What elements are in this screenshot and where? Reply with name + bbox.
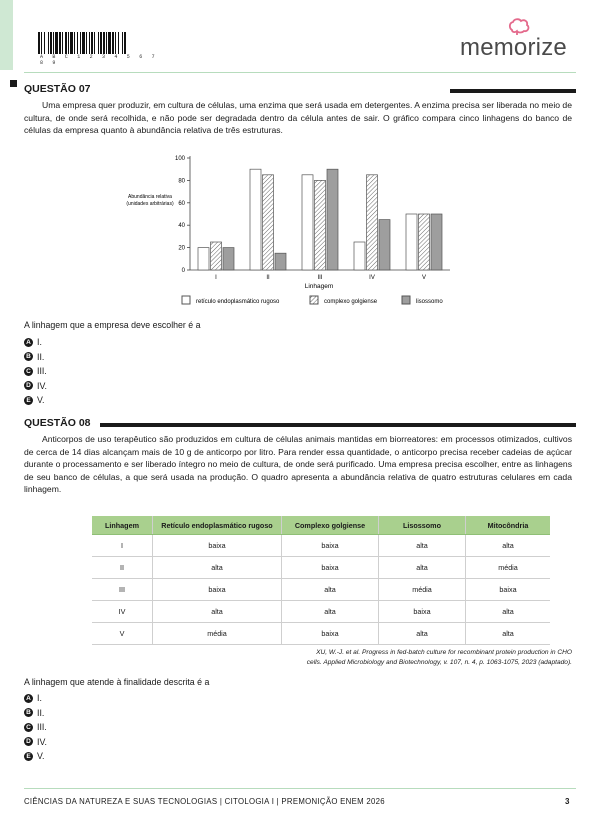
barcode-bar bbox=[106, 32, 107, 54]
table-cell: média bbox=[379, 579, 466, 601]
table-header-cell: Linhagem bbox=[92, 516, 153, 535]
barcode-bar bbox=[80, 32, 81, 54]
y-tick-label: 80 bbox=[178, 178, 185, 185]
barcode bbox=[38, 32, 162, 54]
barcode-bar bbox=[118, 32, 119, 54]
option-d[interactable] bbox=[24, 735, 47, 750]
table-cell: baixa bbox=[466, 579, 551, 601]
option-text: I. bbox=[37, 337, 42, 348]
barcode-bar bbox=[41, 32, 42, 54]
question-08-prompt: A linhagem que atende à finalidade descrita é a bbox=[24, 677, 210, 687]
y-tick-label: 0 bbox=[181, 268, 185, 274]
option-letter: D bbox=[24, 381, 33, 390]
option-letter: C bbox=[24, 723, 33, 732]
barcode-bar bbox=[38, 32, 40, 54]
table-source: XU, W.-J. et al. Progress in fed-batch culture for recombinant protein production in CHO cells. Applied Microbiology and Biotechnology, v. 107, n. 4, p. 1063-1075, 2023 (adaptado). bbox=[306, 649, 572, 666]
question-08-options bbox=[24, 691, 47, 764]
table-cell: baixa bbox=[282, 623, 379, 645]
bar-I-2 bbox=[211, 242, 222, 270]
y-tick-label: 20 bbox=[178, 245, 185, 252]
question-07-prompt: A linhagem que a empresa deve escolher é a bbox=[24, 320, 201, 330]
question-08-title: QUESTÃO 08 bbox=[24, 417, 91, 429]
question-07-rule bbox=[450, 89, 576, 93]
x-tick-label: II bbox=[266, 275, 270, 281]
bar-III-1 bbox=[302, 175, 313, 270]
barcode-bar bbox=[112, 32, 114, 54]
barcode-bar bbox=[50, 32, 52, 54]
legend-swatch-lisossomo bbox=[402, 296, 410, 304]
table-row bbox=[92, 601, 550, 623]
table-cell: alta bbox=[466, 623, 551, 645]
option-text: II. bbox=[37, 707, 45, 718]
table-cell: média bbox=[466, 557, 551, 579]
bar-IV-3 bbox=[379, 220, 390, 270]
legend-swatch-golgi bbox=[310, 296, 318, 304]
table-cell: média bbox=[153, 623, 282, 645]
option-letter: A bbox=[24, 338, 33, 347]
table-cell: I bbox=[92, 535, 153, 557]
bar-II-3 bbox=[275, 253, 286, 270]
option-a[interactable] bbox=[24, 335, 47, 350]
barcode-bar bbox=[108, 32, 111, 54]
barcode-bar bbox=[115, 32, 116, 54]
table-row bbox=[92, 557, 550, 579]
barcode-bar bbox=[103, 32, 105, 54]
side-strip bbox=[0, 0, 13, 70]
option-b[interactable] bbox=[24, 350, 47, 365]
y-axis-label-line1: Abundância relativa bbox=[128, 194, 172, 200]
legend-label-golgi: complexo golgiense bbox=[324, 299, 378, 305]
question-07-statement: Uma empresa quer produzir, em cultura de células, uma enzima que será usada em detergentes. A enzima precisa ser liberada no meio de cultura, de onde será recolhida, e não pode ser degradada dentro da célula antes de sair. O gráfico compara cinco linhagens do banco de células da empresa quanto à abundância relativa de três estruturas. bbox=[24, 100, 572, 135]
x-axis-label: Linhagem bbox=[304, 283, 334, 290]
table-cell: II bbox=[92, 557, 153, 579]
option-text: II. bbox=[37, 351, 45, 362]
barcode-bar bbox=[74, 32, 75, 54]
barcode-bar bbox=[89, 32, 90, 54]
legend-label-rer: retículo endoplasmático rugoso bbox=[196, 299, 280, 305]
barcode-bar bbox=[94, 32, 95, 54]
question-07-options bbox=[24, 335, 47, 408]
y-axis-label-line2: (unidades arbitrárias) bbox=[126, 201, 174, 207]
barcode-bar bbox=[55, 32, 58, 54]
table-cell: baixa bbox=[379, 601, 466, 623]
table-header-cell: Mitocôndria bbox=[466, 516, 551, 535]
table-cell: baixa bbox=[282, 535, 379, 557]
barcode-bar bbox=[98, 32, 99, 54]
option-letter: D bbox=[24, 737, 33, 746]
bar-I-3 bbox=[223, 248, 234, 270]
bar-V-3 bbox=[431, 214, 442, 270]
option-text: V. bbox=[37, 395, 45, 406]
bar-III-3 bbox=[327, 169, 338, 270]
bar-I-1 bbox=[198, 248, 209, 270]
bar-V-2 bbox=[419, 214, 430, 270]
x-tick-label: IV bbox=[369, 275, 375, 281]
bar-II-1 bbox=[250, 169, 261, 270]
table-cell: alta bbox=[282, 601, 379, 623]
barcode-bar bbox=[86, 32, 87, 54]
barcode-bar bbox=[124, 32, 126, 54]
barcode-bar bbox=[44, 32, 45, 54]
barcode-bar bbox=[91, 32, 93, 54]
table-row bbox=[92, 579, 550, 601]
option-d[interactable] bbox=[24, 379, 47, 394]
bar-chart bbox=[120, 140, 480, 316]
barcode-bar bbox=[48, 32, 49, 54]
bar-IV-1 bbox=[354, 242, 365, 270]
barcode-bar bbox=[62, 32, 63, 54]
barcode-bar bbox=[65, 32, 67, 54]
table-row bbox=[92, 535, 550, 557]
option-letter: E bbox=[24, 396, 33, 405]
structures-table bbox=[92, 516, 550, 645]
barcode-bar bbox=[100, 32, 102, 54]
table-cell: alta bbox=[379, 535, 466, 557]
option-letter: B bbox=[24, 352, 33, 361]
table-cell: baixa bbox=[153, 535, 282, 557]
y-tick-label: 40 bbox=[178, 223, 185, 230]
bar-II-2 bbox=[263, 175, 274, 270]
option-text: III. bbox=[37, 366, 47, 377]
legend-swatch-rer bbox=[182, 296, 190, 304]
barcode-bar bbox=[68, 32, 69, 54]
table-row bbox=[92, 623, 550, 645]
option-letter: C bbox=[24, 367, 33, 376]
y-tick-label: 100 bbox=[174, 156, 185, 162]
logo-text: memorize bbox=[460, 34, 567, 61]
option-text: IV. bbox=[37, 380, 47, 391]
barcode-number: A B C 1 2 3 4 5 6 7 8 9 bbox=[40, 54, 158, 66]
x-tick-label: I bbox=[215, 275, 217, 281]
question-07-title: QUESTÃO 07 bbox=[24, 83, 91, 95]
option-e[interactable] bbox=[24, 393, 47, 408]
option-b[interactable] bbox=[24, 706, 47, 721]
barcode-bar bbox=[70, 32, 73, 54]
barcode-bar bbox=[77, 32, 78, 54]
option-text: V. bbox=[37, 751, 45, 762]
bar-V-1 bbox=[406, 214, 417, 270]
table-header-row bbox=[92, 516, 550, 535]
table-cell: III bbox=[92, 579, 153, 601]
option-letter: A bbox=[24, 694, 33, 703]
chart bbox=[120, 140, 480, 316]
legend-label-lisossomo: lisossomo bbox=[416, 299, 443, 305]
option-e[interactable] bbox=[24, 749, 47, 764]
table-cell: V bbox=[92, 623, 153, 645]
option-c[interactable] bbox=[24, 720, 47, 735]
barcode-bar bbox=[53, 32, 54, 54]
option-letter: B bbox=[24, 708, 33, 717]
table-cell: baixa bbox=[282, 557, 379, 579]
logo bbox=[460, 18, 580, 63]
option-a[interactable] bbox=[24, 691, 47, 706]
question-08-statement: Anticorpos de uso terapêutico são produzidos em cultura de células animais mantidas em biorreatores: em processos otimizados, cultivos de cerca de 14 dias alcançam mais de 10 g de anticorpo por litro. Para render essa quantidade, o anticorpo precisa receber cadeias de açúcar durante o processamento e ser liberado íntegro no meio de cultura, de onde será purificado. Uma empresa precisa escolher, entre as linhagens de seu banco de células, a que será usada na produção. O quadro apresenta a abundância relativa de quatro estruturas celulares em cada linhagem. bbox=[24, 434, 572, 494]
bar-IV-2 bbox=[367, 175, 378, 270]
option-text: IV. bbox=[37, 736, 47, 747]
footer-rule bbox=[24, 788, 576, 789]
table-cell: alta bbox=[153, 557, 282, 579]
option-letter: E bbox=[24, 752, 33, 761]
question-bullet bbox=[10, 80, 17, 87]
page-number: 3 bbox=[565, 797, 570, 806]
table-header-cell: Retículo endoplasmático rugoso bbox=[153, 516, 282, 535]
table-cell: IV bbox=[92, 601, 153, 623]
option-text: I. bbox=[37, 693, 42, 704]
option-text: III. bbox=[37, 722, 47, 733]
table-cell: baixa bbox=[153, 579, 282, 601]
x-tick-label: V bbox=[421, 275, 427, 281]
barcode-bar bbox=[59, 32, 61, 54]
question-08-rule bbox=[100, 423, 576, 427]
header-rule bbox=[24, 72, 576, 73]
footer-text: CIÊNCIAS DA NATUREZA E SUAS TECNOLOGIAS | CITOLOGIA I | PREMONIÇÃO ENEM 2026 bbox=[24, 797, 385, 806]
table-cell: alta bbox=[466, 601, 551, 623]
x-tick-label: III bbox=[317, 275, 323, 281]
table-cell: alta bbox=[379, 623, 466, 645]
barcode-bar bbox=[82, 32, 85, 54]
table-cell: alta bbox=[379, 557, 466, 579]
table-cell: alta bbox=[466, 535, 551, 557]
table-header-cell: Complexo golgiense bbox=[282, 516, 379, 535]
table-cell: alta bbox=[282, 579, 379, 601]
barcode-bar bbox=[122, 32, 123, 54]
table-cell: alta bbox=[153, 601, 282, 623]
table-header-cell: Lisossomo bbox=[379, 516, 466, 535]
chart-legend bbox=[182, 296, 443, 305]
option-c[interactable] bbox=[24, 364, 47, 379]
y-tick-label: 60 bbox=[178, 200, 185, 207]
bar-III-2 bbox=[315, 180, 326, 270]
